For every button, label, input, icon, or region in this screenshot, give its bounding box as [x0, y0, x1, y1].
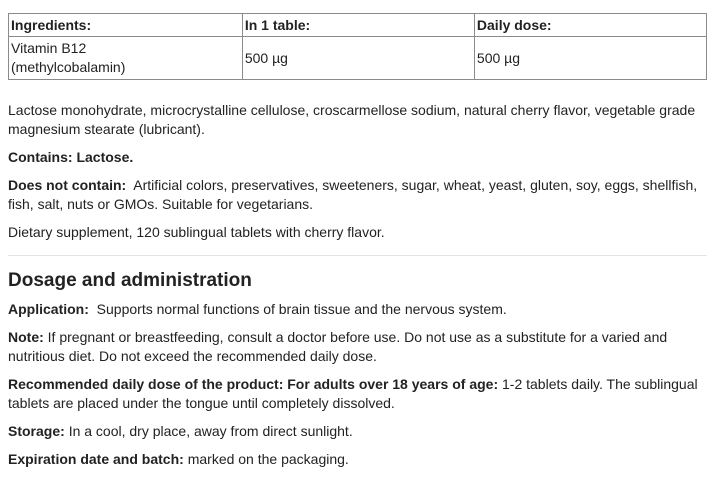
table-header-row: [9, 14, 707, 37]
application-statement: [8, 300, 708, 319]
excipients-text: Lactose monohydrate, microcrystalline cellulose, croscarmellose sodium, natural cherry flavor, vegetable grade magnesium stearate (lubricant).: [8, 102, 696, 137]
application-text: Supports normal functions of brain tissue and the nervous system.: [96, 301, 507, 317]
note-text: If pregnant or breastfeeding, consult a doctor before use. Do not use as a substitute for a varied and nutritious diet. Do not exceed the recommended daily dose.: [8, 329, 668, 364]
section-divider: [8, 255, 707, 256]
storage-label: Storage:: [8, 423, 65, 439]
dietary-text: Dietary supplement, 120 sublingual tablets with cherry flavor.: [8, 224, 385, 240]
recommended-dose-statement: [8, 375, 708, 413]
per-tablet-cell: 500 µg: [242, 37, 474, 80]
contains-label: Contains: Lactose.: [8, 149, 134, 165]
header-per-tablet: In 1 table:: [242, 14, 474, 37]
does-not-contain-label: Does not contain:: [8, 177, 127, 193]
table-row: [9, 37, 707, 80]
expiry-text: marked on the packaging.: [187, 451, 349, 467]
note-statement: [8, 328, 708, 366]
does-not-contain-statement: [8, 176, 708, 214]
expiry-label: Expiration date and batch:: [8, 451, 184, 467]
contains-statement: [8, 148, 708, 167]
expiry-statement: [8, 450, 708, 469]
note-label: Note:: [8, 329, 44, 345]
storage-statement: [8, 422, 708, 441]
header-ingredients: Ingredients:: [9, 14, 243, 37]
does-not-contain-text: Artificial colors, preservatives, sweeteners, sugar, wheat, yeast, gluten, soy, eggs, shellfish, fish, salt, nuts or GMOs. Suitable for vegetarians.: [8, 177, 698, 212]
recommended-dose-text: 1-2 tablets daily. The sublingual tablets are placed under the tongue until completely dissolved.: [8, 376, 698, 411]
recommended-dose-label: Recommended daily dose of the product: For adults over 18 years of age:: [8, 376, 499, 392]
header-daily-dose: Daily dose:: [474, 14, 706, 37]
product-details: [8, 13, 708, 469]
ingredient-name: Vitamin B12: [11, 40, 87, 56]
ingredients-table: [8, 13, 707, 80]
application-label: Application:: [8, 301, 89, 317]
daily-dose-cell: 500 µg: [474, 37, 706, 80]
dosage-heading: Dosage and administration: [8, 270, 252, 291]
ingredient-name-cell: [9, 37, 243, 80]
ingredient-form: (methylcobalamin): [11, 59, 126, 75]
storage-text: In a cool, dry place, away from direct sunlight.: [68, 423, 353, 439]
